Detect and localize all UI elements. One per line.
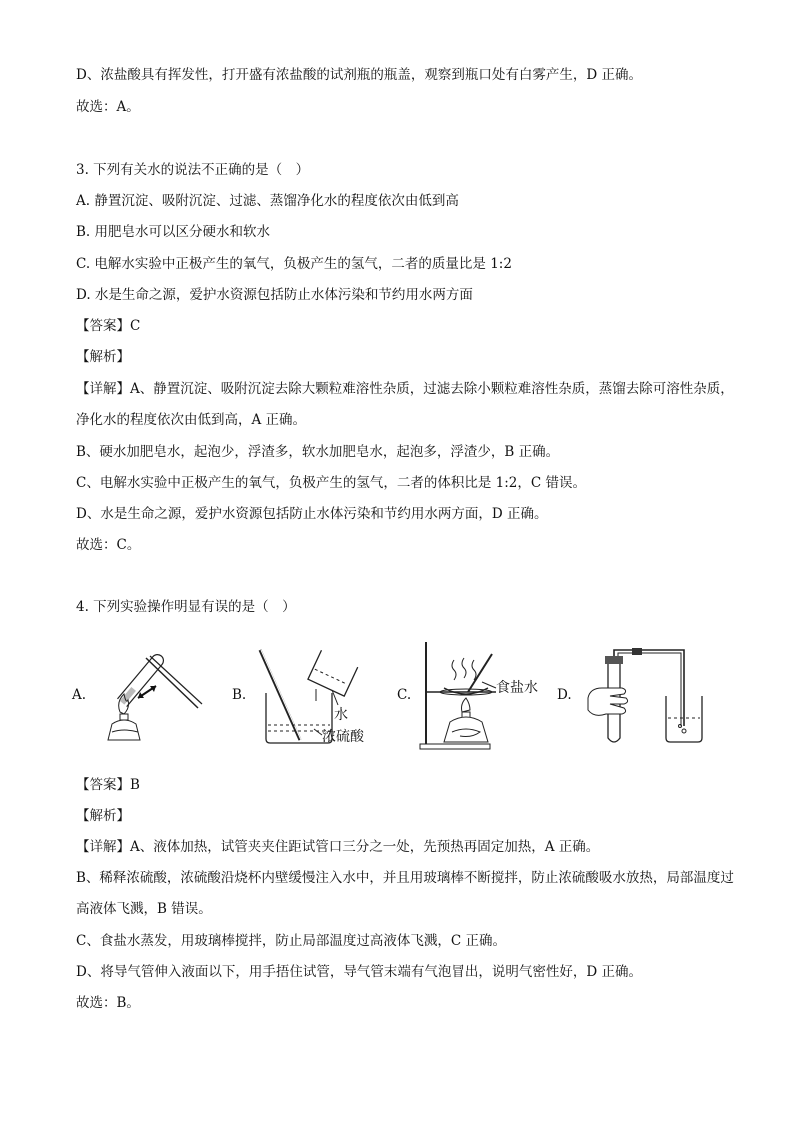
q4-detail-b: B、稀释浓硫酸，浓硫酸沿烧杯内壁缓慢注入水中，并且用玻璃棒不断搅拌，防止浓硫酸吸水放热，局部温度过高液体飞溅，B 错误。 — [76, 870, 734, 917]
figure-label-a: A. — [72, 687, 87, 703]
detail-a-text: A、静置沉淀、吸附沉淀去除大颗粒难溶性杂质，过滤去除小颗粒难溶性杂质，蒸馏去除可溶性杂质，净化水的程度依次由低到高，A 正确。 — [76, 381, 734, 428]
answer-tag: 【答案】 — [76, 318, 130, 334]
q4-answer — [76, 776, 140, 794]
label-conc-sulfuric-acid: 浓硫酸 — [322, 729, 364, 745]
q4-detail-a — [76, 838, 599, 856]
q3-option-b: B. 用肥皂水可以区分硬水和软水 — [76, 224, 271, 240]
q3-detail-a — [76, 374, 736, 436]
q3-analysis-tag: 【解析】 — [76, 349, 130, 365]
figure-a-heating-test-tube — [98, 650, 208, 750]
q3-answer — [76, 317, 140, 335]
label-salt-water: 食盐水 — [496, 680, 538, 696]
q4-detail-c: C、食盐水蒸发，用玻璃棒搅拌，防止局部温度过高液体飞溅，C 正确。 — [76, 933, 506, 949]
figure-label-c: C. — [397, 687, 412, 703]
q3-choice: 故选：C。 — [76, 537, 141, 553]
label-water: 水 — [334, 707, 348, 723]
answer-value: B — [130, 777, 140, 793]
figure-b-diluting-acid — [252, 645, 402, 750]
detail-tag: 【详解】 — [76, 839, 130, 855]
detail-a-text: A、液体加热，试管夹夹住距试管口三分之一处，先预热再固定加热，A 正确。 — [130, 839, 600, 855]
q3-detail-c: C、电解水实验中正极产生的氧气，负极产生的氢气，二者的体积比是 1:2，C 错误。 — [76, 475, 586, 491]
figure-label-d: D. — [557, 687, 572, 703]
detail-tag: 【详解】 — [76, 381, 130, 397]
q3-detail-d: D、水是生命之源，爱护水资源包括防止水体污染和节约用水两方面，D 正确。 — [76, 506, 548, 522]
q4-stem: 4. 下列实验操作明显有误的是（ ） — [76, 599, 296, 615]
q3-detail-b: B、硬水加肥皂水，起泡少，浮渣多，软水加肥皂水，起泡多，浮渣少，B 正确。 — [76, 444, 560, 460]
q2-choice: 故选：A。 — [76, 99, 140, 115]
q4-detail-d: D、将导气管伸入液面以下，用手捂住试管，导气管末端有气泡冒出，说明气密性好，D 正确。 — [76, 964, 642, 980]
figure-d-airtightness-check — [580, 648, 710, 748]
q3-option-d: D. 水是生命之源，爱护水资源包括防止水体污染和节约用水两方面 — [76, 287, 473, 303]
q2-option-d-explanation: D、浓盐酸具有挥发性，打开盛有浓盐酸的试剂瓶的瓶盖，观察到瓶口处有白雾产生，D 正确。 — [76, 67, 642, 83]
answer-tag: 【答案】 — [76, 777, 130, 793]
q3-option-c: C. 电解水实验中正极产生的氧气，负极产生的氢气，二者的质量比是 1:2 — [76, 256, 512, 272]
q4-choice: 故选：B。 — [76, 995, 140, 1011]
figure-label-b: B. — [232, 687, 247, 703]
q3-option-a: A. 静置沉淀、吸附沉淀、过滤、蒸馏净化水的程度依次由低到高 — [76, 193, 459, 209]
figure-c-evaporation — [416, 638, 546, 754]
answer-value: C — [130, 318, 141, 334]
q3-stem: 3. 下列有关水的说法不正确的是（ ） — [76, 162, 310, 178]
q4-analysis-tag: 【解析】 — [76, 808, 130, 824]
